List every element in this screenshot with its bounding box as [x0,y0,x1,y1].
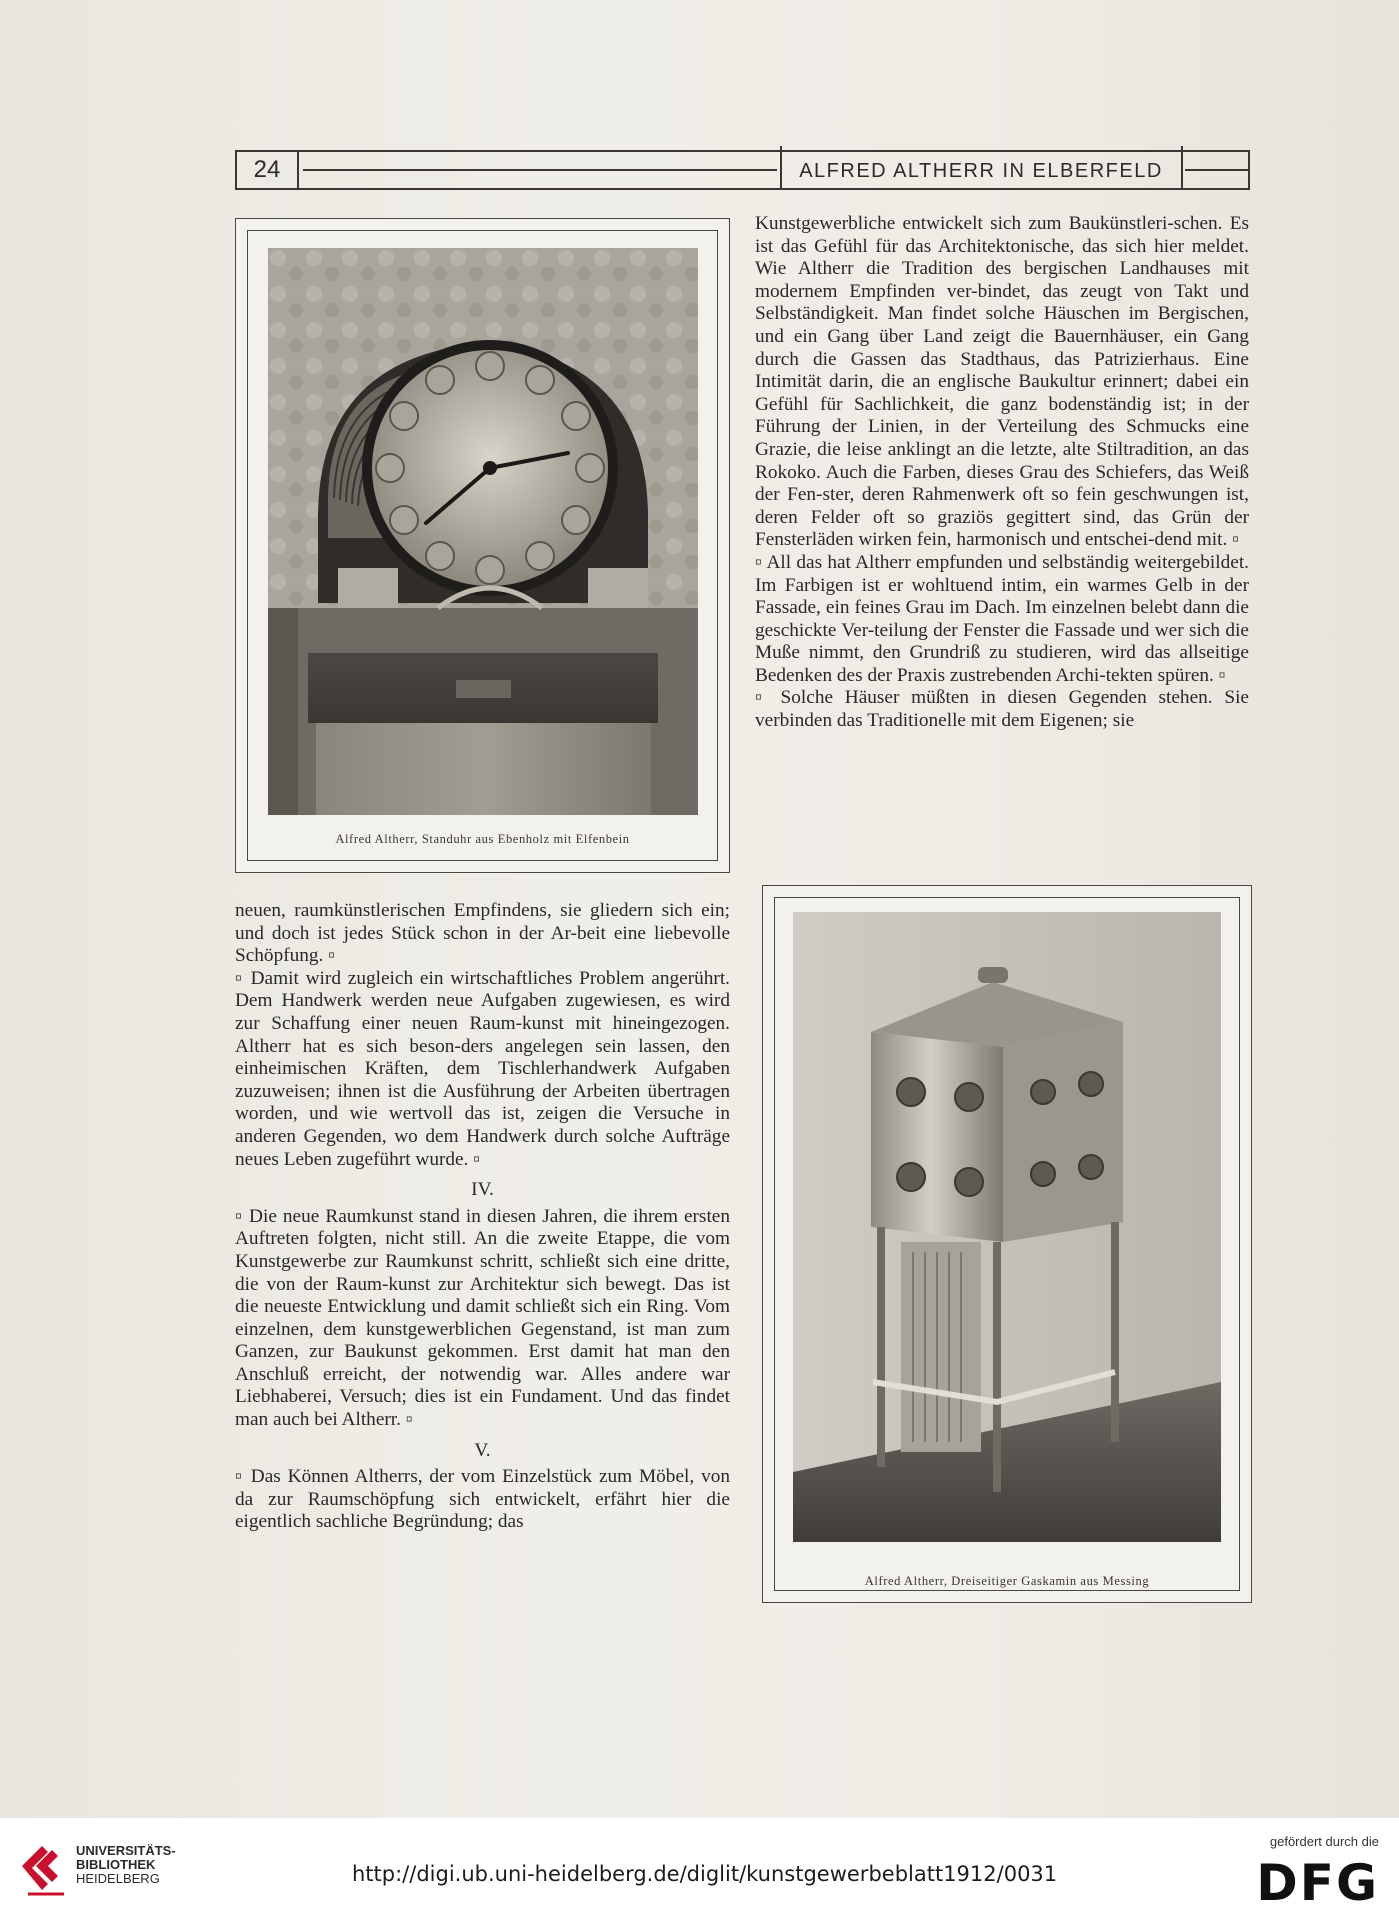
header-rule-left [303,169,777,171]
left-column-text [235,900,730,1534]
header-divider-right [1181,146,1183,190]
right-column-text [755,213,1249,733]
paragraph: ▫ Damit wird zugleich ein wirtschaftliches Problem angerührt. Dem Handwerk werden neue Aufgaben zugewiesen, es wird zur Schaffung einer neuen Raum-kunst mit hineingezogen. Altherr hat es sich beson-ders angelegen sein lassen, den einheimischen Kräften, dem Tischlerhandwerk Aufgaben zuzuweisen; ihnen ist die Ausführung der Arbeiten übertragen worden, und wie wertvoll das ist, zeigen die Versuche in anderen Gegenden, wo dem Handwerk durch solche Aufträge neues Leben zugeführt wurde. ▫ [235,967,730,1170]
source-url-link[interactable]: http://digi.ub.uni-heidelberg.de/diglit/kunstgewerbeblatt1912/0031 [352,1862,1058,1886]
running-header [235,150,1250,190]
paragraph: ▫ Das Können Altherrs, der vom Einzelstück zum Möbel, von da zur Raumschöpfung sich entwickelt, erfährt hier die eigentlich sachliche Begründung; das [235,1466,730,1533]
figure-clock [235,218,730,873]
paragraph: ▫ All das hat Altherr empfunden und selbständig weitergebildet. Im Farbigen ist er wohltuend intim, ein warmes Gelb in der Fassade, ein feines Grau im Dach. Im einzelnen belebt dann die geschickte Ver-teilung der Fenster die Fassade und wer sich die Muße nimmt, den Grundriß zu studieren, wird das allseitige Bedenken des der Praxis zustrebenden Archi-tekten spüren. ▫ [755,551,1249,686]
figure-clock-caption: Alfred Altherr, Standuhr aus Ebenholz mit Elfenbein [335,832,630,846]
paragraph: ▫ Solche Häuser müßten in diesen Gegenden stehen. Sie verbinden das Traditionelle mit dem Eigenen; sie [755,687,1249,732]
running-title: ALFRED ALTHERR IN ELBERFELD [799,160,1163,182]
fireplace-illustration [793,912,1221,1542]
figure-fireplace-caption: Alfred Altherr, Dreiseitiger Gaskamin aus Messing [864,1574,1150,1588]
paragraph: ▫ Die neue Raumkunst stand in diesen Jahren, die ihrem ersten Auftreten folgten, nicht still. An die zweite Etappe, die vom Kunstgewerbe zur Raumkunst schritt, schließt sich eine dritte, die von der Raum-kunst zur Architektur sich bewegt. Das ist die neueste Entwicklung und damit schließt sich ein Ring. Vom einzelnen, dem kunstgewerblichen Gegenstand, ist man zum Ganzen, zur Baukunst gekommen. Erst damit hat man den Anschluß erreicht, der notwendig war. Alles andere war Liebhaberei, Versuch; dies ist ein Fundament. Und das findet man auch bei Altherr. ▫ [235,1205,730,1431]
clock-illustration [268,248,698,815]
header-rule-right [1185,169,1248,171]
paragraph: Kunstgewerbliche entwickelt sich zum Baukünstleri-schen. Es ist das Gefühl für das Architektonische, das sich hier meldet. Wie Altherr die Tradition des bergischen Landhauses mit modernem Empfinden ver-bindet, das zeugt von Takt und Selbständigkeit. Man findet solche Häuschen im Bergischen, und ein Gang über Land zeigt die Bauernhäuser, ein Gang durch die Gassen das Stadthaus, das Patrizierhaus. Eine Intimität darin, die an englische Baukultur erinnert; dabei ein Gefühl für Sachlichkeit, die ganz bodenständig ist; in der Führung der Linien, in der Verteilung des Schmucks eine Grazie, die leise anklingt an die letzte, alte Stiltradition, an das Rokoko. Auch die Farben, dieses Grau des Schiefers, das Weiß der Fen-ster, deren Rahmenwerk oft so fein geschwungen ist, deren Felder oft so graziös gegittert sind, das Grün der Fensterläden wirken fein, harmonisch und entschei-dend mit. ▫ [755,213,1249,551]
library-line-2: BIBLIOTHEK [76,1857,156,1872]
library-line-1: UNIVERSITÄTS- [76,1843,176,1858]
clock-photo [268,248,698,815]
funding-label: gefördert durch die [1269,1834,1379,1849]
figure-fireplace [762,885,1252,1603]
digitization-footer [0,1818,1399,1923]
university-library-logo-icon [18,1836,70,1898]
fireplace-photo [793,912,1221,1542]
section-heading-iv: IV. [471,1179,494,1201]
university-library-name [76,1844,176,1886]
page-number: 24 [237,152,299,188]
library-line-3: HEIDELBERG [76,1871,160,1886]
paragraph: neuen, raumkünstlerischen Empfindens, sie gliedern sich ein; und doch ist jedes Stück schon in der Ar-beit eine liebevolle Schöpfung. ▫ [235,900,730,967]
dfg-logo: DFG [1256,1854,1379,1912]
section-heading-v: V. [474,1439,491,1461]
header-divider-left [780,146,782,190]
